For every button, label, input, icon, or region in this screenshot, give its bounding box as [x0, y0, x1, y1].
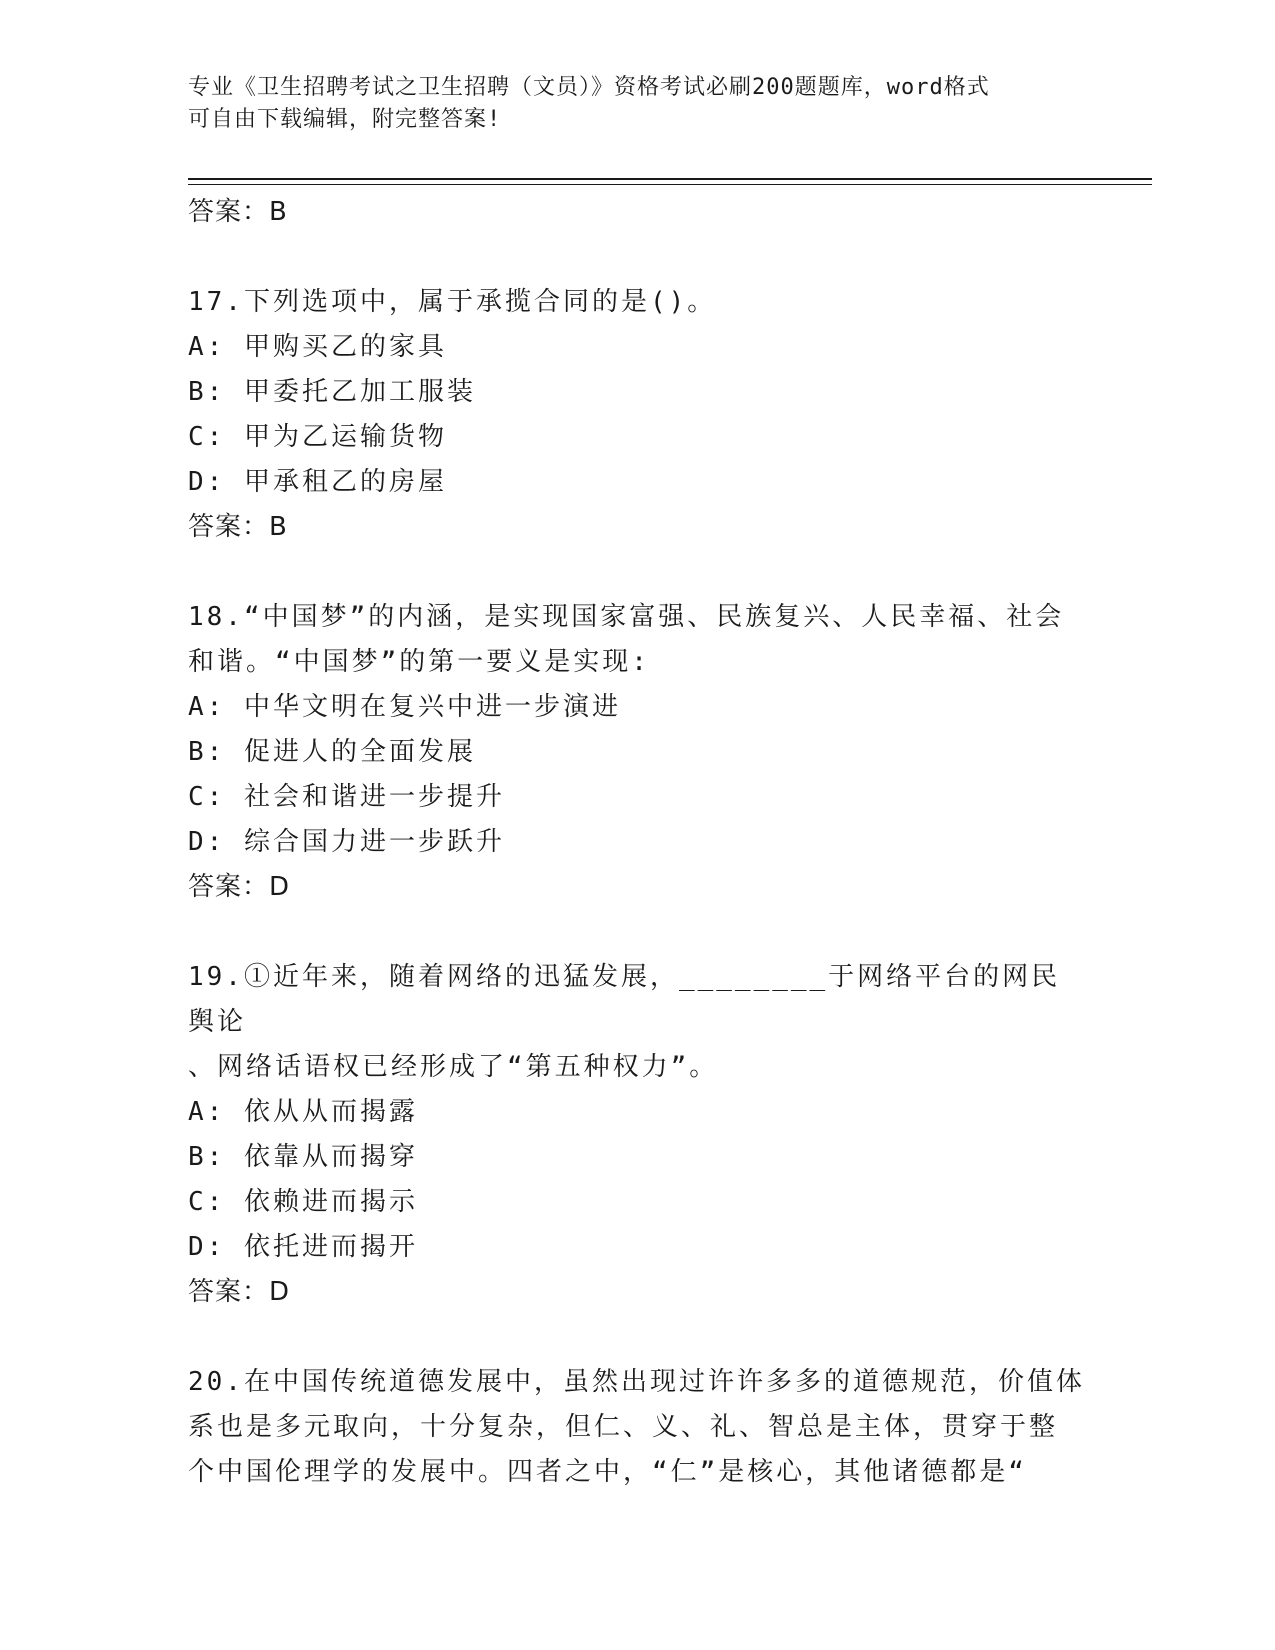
page-header	[188, 72, 1068, 136]
option-a: A: 依从从而揭露	[188, 1097, 418, 1127]
question-stem-line: 、网络话语权已经形成了“第五种权力”。	[188, 1052, 719, 1082]
option-b: B: 依靠从而揭穿	[188, 1142, 418, 1172]
header-line-2: 可自由下载编辑，附完整答案!	[188, 107, 502, 132]
answer: 答案：D	[188, 1277, 291, 1307]
question-17	[188, 280, 1088, 550]
question-stem-line: 个中国伦理学的发展中。四者之中，“仁”是核心，其他诸德都是“	[188, 1457, 1027, 1487]
question-18	[188, 595, 1088, 910]
previous-answer: 答案：B	[188, 197, 288, 227]
question-stem-line: 18.“中国梦”的内涵，是实现国家富强、民族复兴、人民幸福、社会	[188, 602, 1065, 632]
option-b: B: 甲委托乙加工服装	[188, 377, 476, 407]
option-c: C: 甲为乙运输货物	[188, 422, 447, 452]
answer: 答案：D	[188, 872, 291, 902]
option-a: A: 中华文明在复兴中进一步演进	[188, 692, 621, 722]
answer: 答案：B	[188, 512, 288, 542]
header-line-1: 专业《卫生招聘考试之卫生招聘（文员）》资格考试必刷200题题库，word格式	[188, 75, 990, 100]
question-20	[188, 1360, 1088, 1495]
option-c: C: 社会和谐进一步提升	[188, 782, 505, 812]
option-b: B: 促进人的全面发展	[188, 737, 476, 767]
document-body	[188, 190, 1088, 1495]
header-divider-thin	[188, 184, 1152, 185]
question-stem-line: 17.下列选项中，属于承揽合同的是()。	[188, 287, 717, 317]
question-19	[188, 955, 1088, 1315]
option-c: C: 依赖进而揭示	[188, 1187, 418, 1217]
option-a: A: 甲购买乙的家具	[188, 332, 447, 362]
option-d: D: 甲承租乙的房屋	[188, 467, 447, 497]
option-d: D: 综合国力进一步跃升	[188, 827, 505, 857]
option-d: D: 依托进而揭开	[188, 1232, 418, 1262]
header-divider-thick	[188, 178, 1152, 180]
question-stem-line: 20.在中国传统道德发展中，虽然出现过许许多多的道德规范，价值体	[188, 1367, 1085, 1397]
question-stem-line: 和谐。“中国梦”的第一要义是实现:	[188, 647, 650, 677]
question-stem-line: 19.①近年来，随着网络的迅猛发展，________于网络平台的网民舆论	[188, 962, 1061, 1037]
question-stem-line: 系也是多元取向，十分复杂，但仁、义、礼、智总是主体，贯穿于整	[188, 1412, 1059, 1442]
